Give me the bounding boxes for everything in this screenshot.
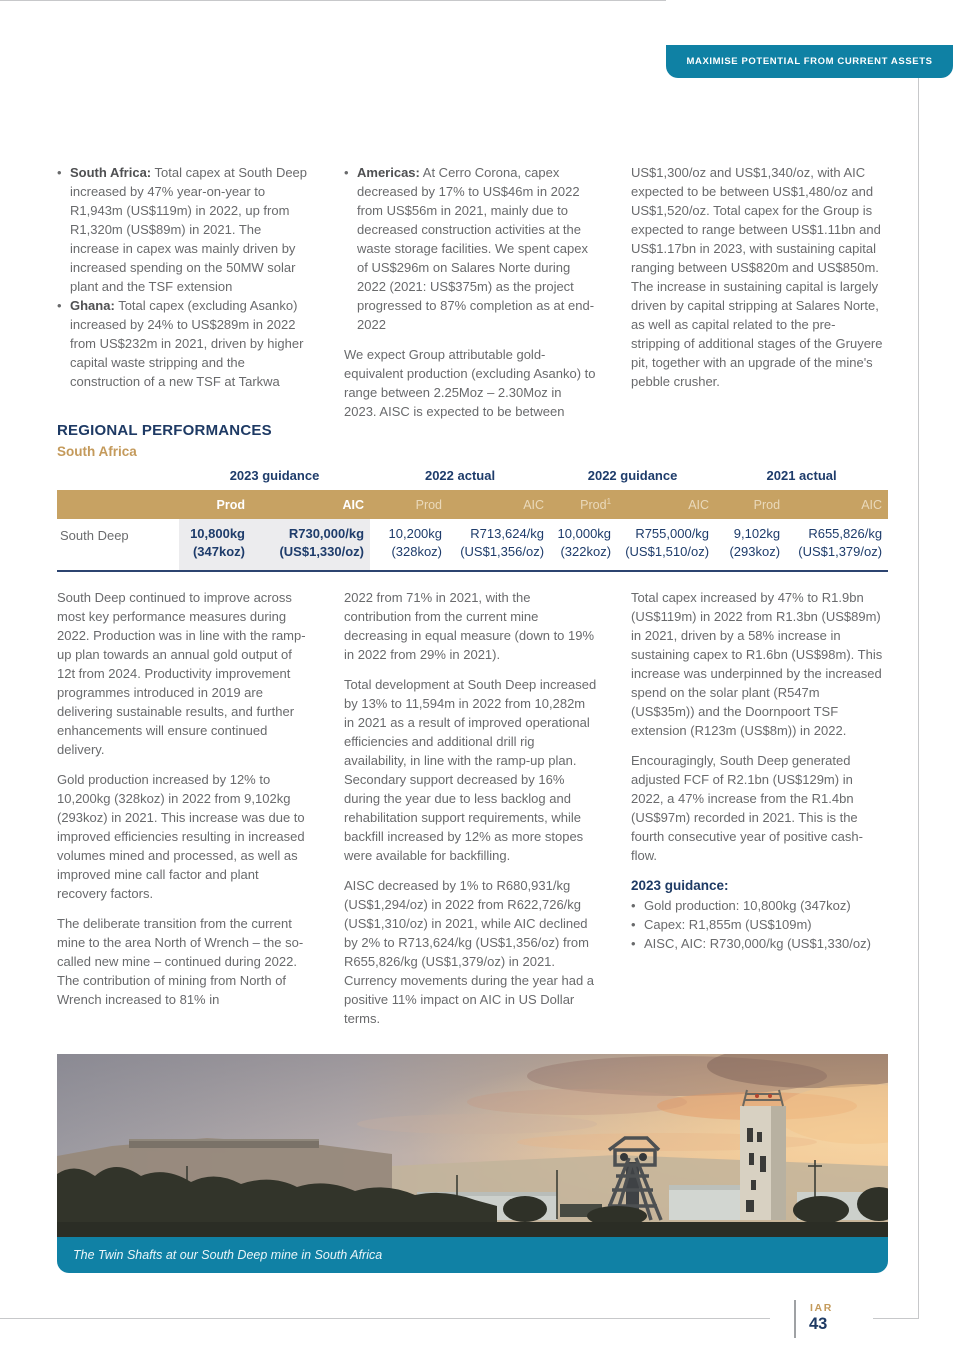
row-label: South Deep bbox=[57, 519, 179, 571]
cell-2022a-aic: R713,624/kg (US$1,356/oz) bbox=[448, 519, 550, 571]
col-header-aic: AIC bbox=[251, 490, 370, 519]
body-paragraph: South Deep continued to improve across most key performance measures during 2022. Production was in line with the ramp-up plan towards an annual gold output of 12t from 2024. Productivity improvement programmes introduced in 2019 are delivering sustainable results, and further enhancements will ensure continued delivery. bbox=[57, 590, 306, 757]
body-columns bbox=[57, 588, 885, 1039]
table-column-header-row bbox=[57, 490, 888, 519]
cell-2021a-aic: R655,826/kg (US$1,379/oz) bbox=[786, 519, 888, 571]
mine-photo-illustration bbox=[57, 1054, 888, 1237]
col-header-prod: Prod bbox=[179, 490, 251, 519]
section-banner-label: MAXIMISE POTENTIAL FROM CURRENT ASSETS bbox=[686, 56, 933, 67]
intro-column-3 bbox=[631, 163, 884, 432]
col-header-aic: AIC bbox=[617, 490, 715, 519]
bottom-rule bbox=[873, 1318, 919, 1319]
photo-caption: The Twin Shafts at our South Deep mine in South Africa bbox=[73, 1248, 383, 1262]
page-number: 43 bbox=[809, 1315, 828, 1333]
body-paragraph: Encouragingly, South Deep generated adjusted FCF of R2.1bn (US$129m) in 2022, a 47% increase from the R1.4bn (US$97m) recorded in 2021. This is the fourth consecutive year of positive cash-flow. bbox=[631, 753, 863, 863]
bottom-rule bbox=[0, 1318, 770, 1319]
guidance-item: • Capex: R1,855m (US$109m) bbox=[631, 915, 884, 934]
col-header-aic: AIC bbox=[448, 490, 550, 519]
intro-column-2 bbox=[344, 163, 597, 432]
regional-performance-table bbox=[57, 466, 888, 572]
group-2021-actual: 2021 actual bbox=[766, 468, 837, 483]
table-row-south-deep bbox=[57, 519, 888, 571]
table-group-header-row bbox=[57, 466, 888, 490]
guidance-heading: 2023 guidance: bbox=[631, 878, 729, 893]
guidance-item: • Gold production: 10,800kg (347koz) bbox=[631, 896, 884, 915]
body-paragraph: The deliberate transition from the current mine to the area North of Wrench – the so-called new mine – continued during 2022. The contribution of mining from North of Wrench increased to 81% in bbox=[57, 916, 304, 1007]
body-paragraph: Gold production increased by 12% to 10,200kg (328koz) in 2022 from 9,102kg (293koz) in 2021. This increase was due to improved efficiencies resulting in increased volumes mined and processed, as well as improved mine call factor and plant recovery factors. bbox=[57, 772, 305, 901]
bullet-ghana: • Ghana: Total capex (excluding Asanko) increased by 24% to US$289m in 2022 from US$232m in 2021, driven by higher capital waste stripping and the construction of a new TSF at Tarkwa bbox=[57, 296, 310, 391]
intro-paragraph: We expect Group attributable gold-equivalent production (excluding Asanko) to range between 2.25Moz – 2.30Moz in 2023. AISC is expected to be between bbox=[344, 347, 596, 419]
section-subtitle: South Africa bbox=[57, 444, 137, 459]
cell-2022g-prod: 10,000kg (322koz) bbox=[550, 519, 617, 571]
body-column-3 bbox=[631, 588, 884, 1039]
body-paragraph: 2022 from 71% in 2021, with the contribution from the current mine decreasing in equal measure (down to 19% in 2022 from 29% in 2021). bbox=[344, 590, 595, 662]
body-column-2 bbox=[344, 588, 597, 1039]
intro-column-1 bbox=[57, 163, 310, 432]
col-header-aic: AIC bbox=[786, 490, 888, 519]
guidance-item: • AISC, AIC: R730,000/kg (US$1,330/oz) bbox=[631, 934, 884, 953]
cell-2021a-prod: 9,102kg (293koz) bbox=[715, 519, 786, 571]
cell-2022g-aic: R755,000/kg (US$1,510/oz) bbox=[617, 519, 715, 571]
body-paragraph: Total capex increased by 47% to R1.9bn (US$119m) in 2022 from R1.3bn (US$89m) in 2021, driven by a 58% increase in sustaining capex to R1.6bn (US$98m). This increase was underpinned by the increased spend on the solar plant (R547m (US$35m)) and the Doornpoort TSF extension (R123m (US$8m)) in 2022. bbox=[631, 590, 883, 738]
bullet-south-africa: • South Africa: Total capex at South Deep increased by 47% year-on-year to R1,943m (US$119m) in 2022, up from R1,320m (US$89m) in 2021. The increase in capex was mainly driven by increased spending on the 50MW solar plant and the TSF extension bbox=[57, 163, 310, 296]
bullet-americas: • Americas: At Cerro Corona, capex decreased by 17% to US$46m in 2022 from US$56m in 2021, mainly due to decreased construction activities at the waste storage facilities. We spent capex of US$296m on Salares Norte during 2022 (2021: US$375m) as the project progressed to 87% completion as at end-2022 bbox=[344, 163, 597, 334]
section-title: REGIONAL PERFORMANCES bbox=[57, 422, 272, 439]
cell-2022a-prod: 10,200kg (328koz) bbox=[370, 519, 448, 571]
mine-photo bbox=[57, 1054, 888, 1237]
cell-2023g-aic: R730,000/kg (US$1,330/oz) bbox=[251, 519, 370, 571]
intro-columns bbox=[57, 163, 885, 432]
section-banner bbox=[666, 45, 953, 78]
body-paragraph: Total development at South Deep increased by 13% to 11,594m in 2022 from 10,282m in 2021 as a result of improved operational efficiencies and additional drill rig availability, in line with the ramp-up plan. Secondary support decreased by 16% during the year due to less backlog and rehabilitation support requirements, while backfill increased by 12% as more stopes were available for backfilling. bbox=[344, 677, 597, 863]
col-header-prod: Prod bbox=[370, 490, 448, 519]
photo-caption-bar bbox=[57, 1237, 888, 1273]
intro-paragraph-cont: US$1,300/oz and US$1,340/oz, with AIC expected to be between US$1,480/oz and US$1,520/oz. Total capex for the Group is expected to range between US$1.11bn and US$1.17bn in 2023, with sustaining capital ranging between US$820m and US$850m. The increase in sustaining capital is largely driven by capital stripping at Salares Norte, as well as capital related to the pre-stripping of additional stages of the Gruyere pit, together with an upgrade of the mine's pebble crusher. bbox=[631, 165, 883, 389]
col-header-prod: Prod bbox=[715, 490, 786, 519]
top-rule bbox=[0, 0, 666, 1]
report-code: IAR bbox=[810, 1302, 833, 1314]
page-right-border bbox=[918, 45, 919, 1318]
body-paragraph: AISC decreased by 1% to R680,931/kg (US$1,294/oz) in 2022 from R622,726/kg (US$1,310/oz) in 2021, while AIC declined by 2% to R713,624/kg (US$1,356/oz) from R655,826/kg (US$1,379/oz) in 2021. Currency movements during the year had a positive 11% impact on AIC in US Dollar terms. bbox=[344, 878, 595, 1026]
group-2023-guidance: 2023 guidance bbox=[229, 468, 320, 483]
cell-2023g-prod: 10,800kg (347koz) bbox=[179, 519, 251, 571]
group-2022-actual: 2022 actual bbox=[424, 468, 496, 483]
body-column-1 bbox=[57, 588, 310, 1039]
group-2022-guidance: 2022 guidance bbox=[587, 468, 678, 483]
col-header-prod-footnote: Prod$^1$ bbox=[550, 490, 617, 519]
page-number-divider bbox=[794, 1300, 796, 1338]
